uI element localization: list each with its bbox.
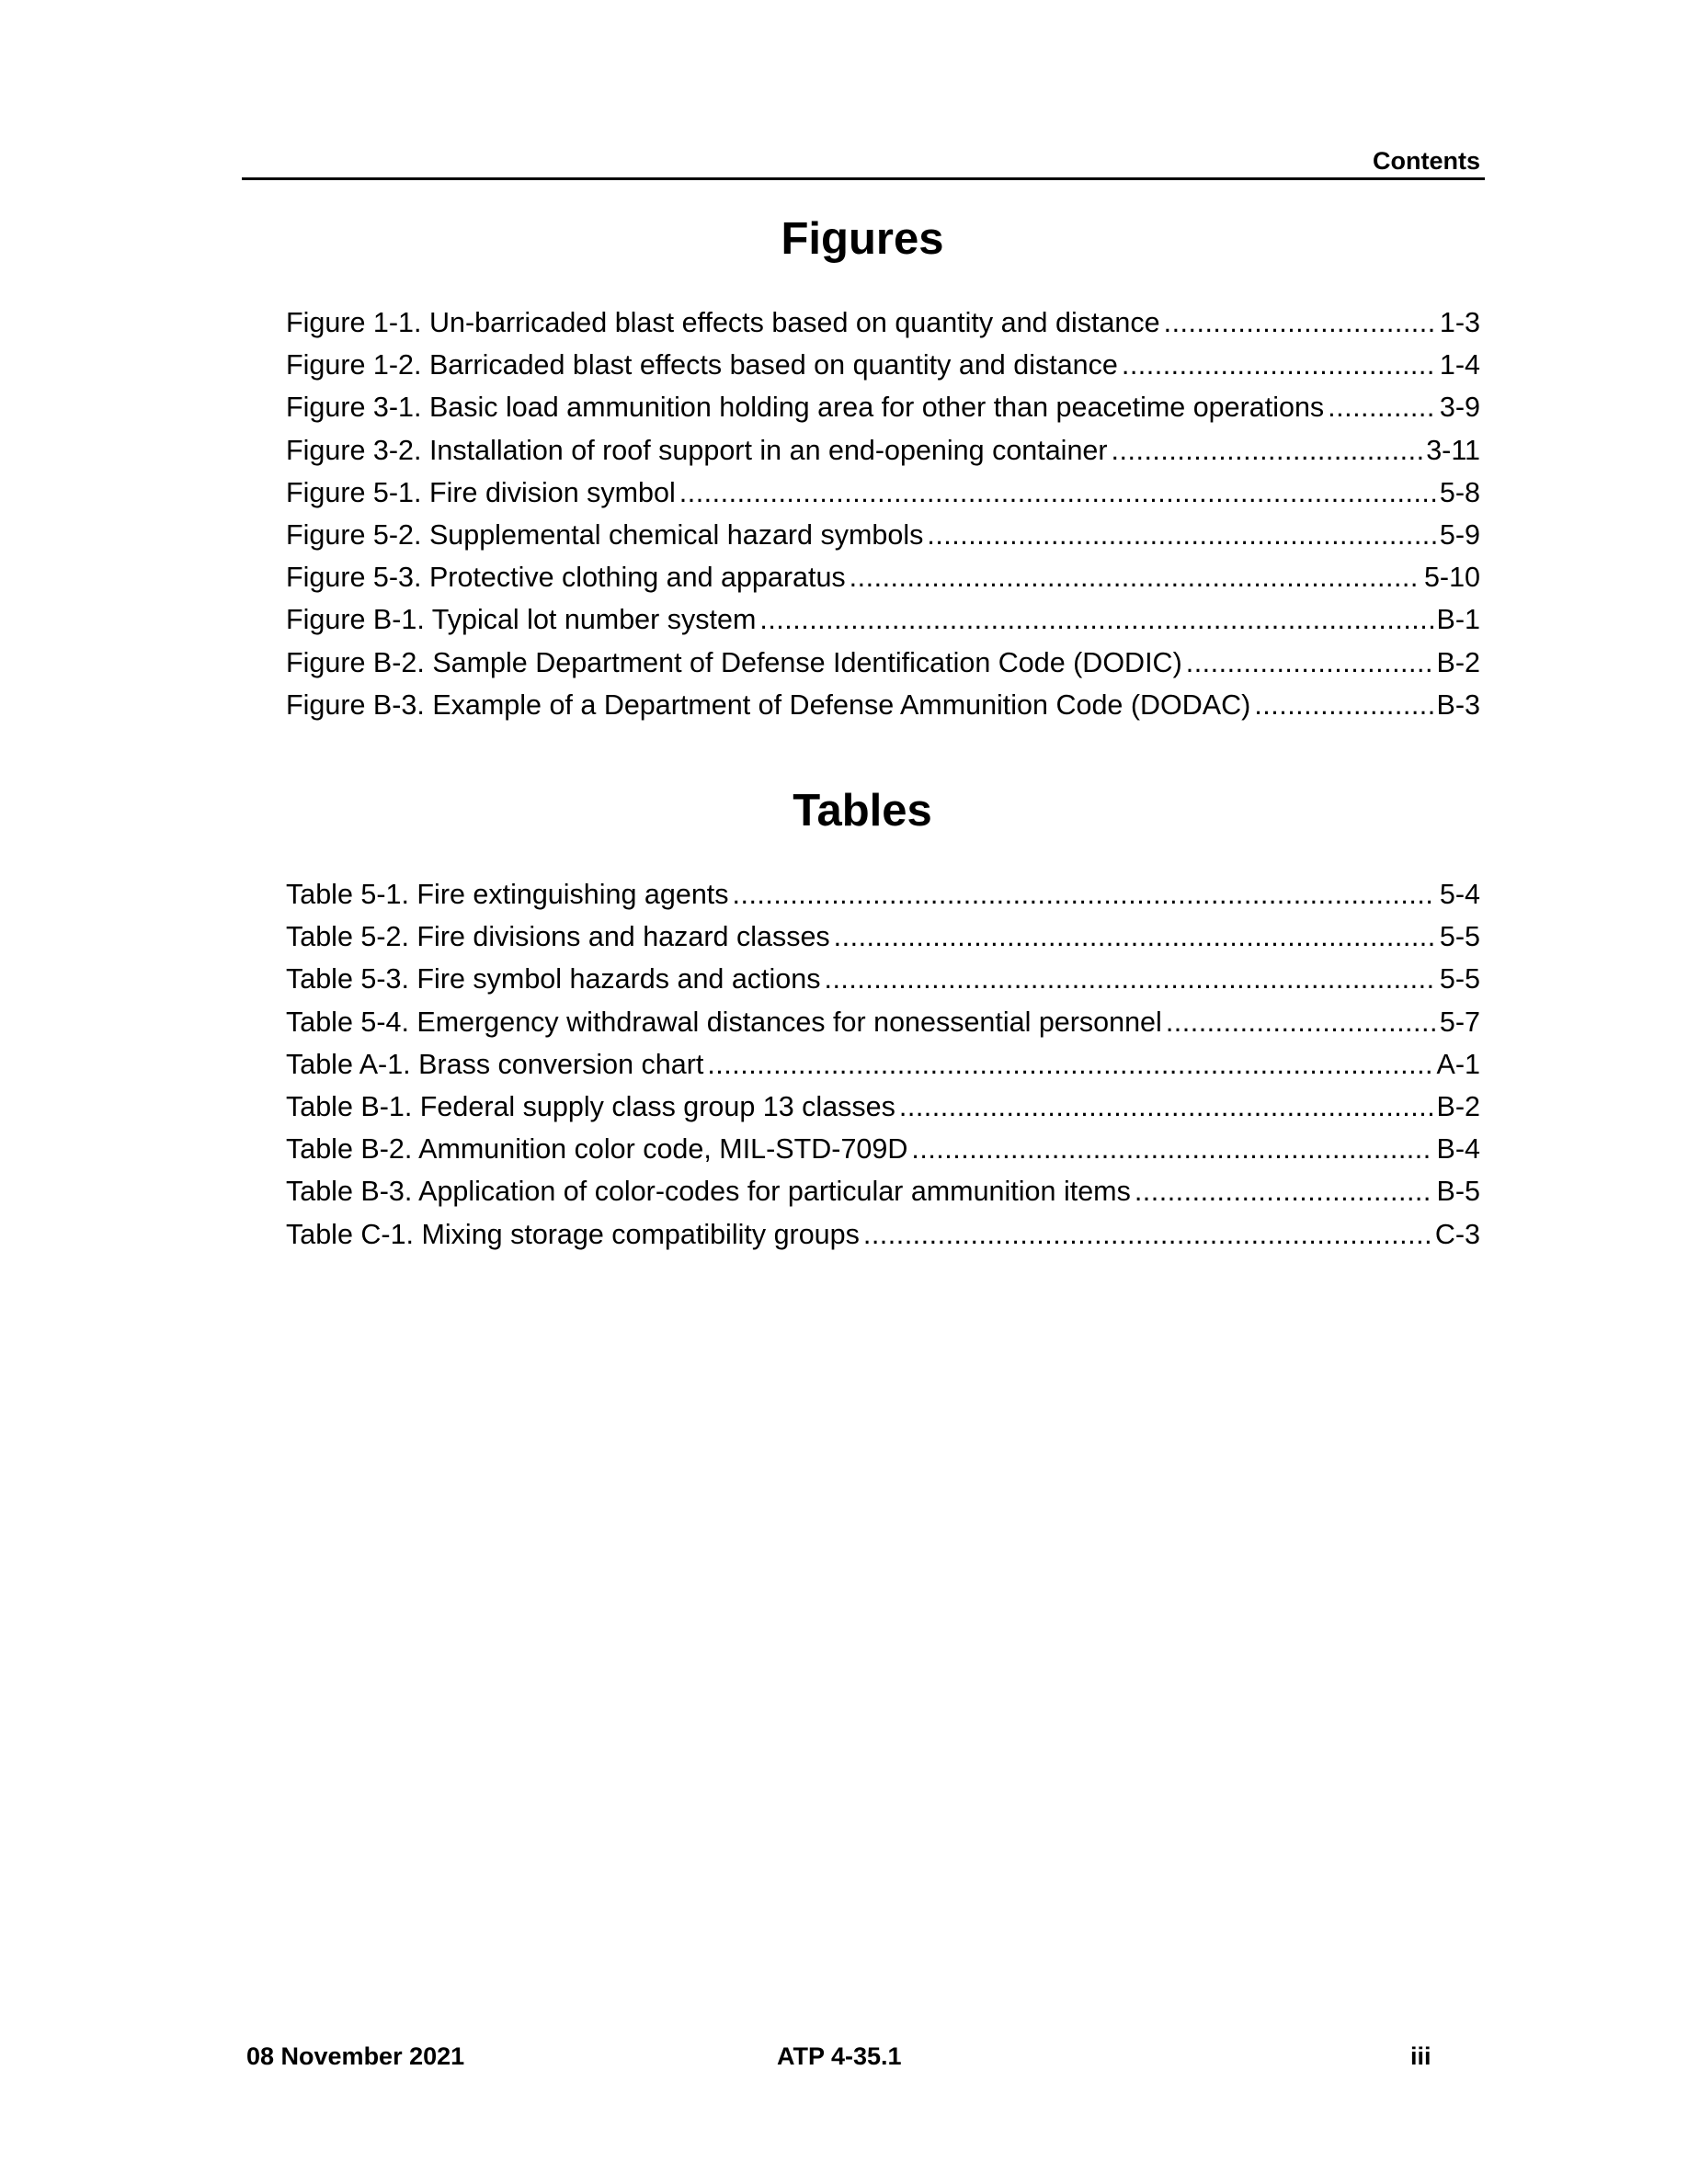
entry-page: B-5	[1436, 1176, 1480, 1208]
entry-page: 3-9	[1439, 392, 1480, 424]
entry-page: 1-4	[1439, 349, 1480, 381]
figure-entry[interactable]	[286, 562, 1480, 604]
entry-page: 5-4	[1439, 879, 1480, 910]
entry-page: 5-5	[1439, 921, 1480, 953]
table-entry[interactable]	[286, 1049, 1480, 1091]
table-entry[interactable]	[286, 1133, 1480, 1176]
footer-date: 08 November 2021	[246, 2042, 465, 2070]
table-entry[interactable]	[286, 879, 1480, 921]
table-entry[interactable]	[286, 1091, 1480, 1133]
entry-title: Figure B-2. Sample Department of Defense Identification Code (DODIC)	[286, 646, 1182, 678]
entry-title: Figure 1-1. Un-barricaded blast effects based on quantity and distance	[286, 307, 1160, 338]
dot-leader	[1135, 1176, 1433, 1208]
table-entry[interactable]	[286, 1176, 1480, 1218]
figure-entry[interactable]	[286, 307, 1480, 349]
tables-heading: Tables	[793, 786, 932, 836]
table-entry[interactable]	[286, 963, 1480, 1006]
entry-page: 3-11	[1426, 434, 1480, 466]
entry-page: B-1	[1436, 604, 1480, 636]
entry-page: B-2	[1436, 1090, 1480, 1122]
entry-title: Table C-1. Mixing storage compatibility groups	[286, 1218, 860, 1250]
entry-title: Table B-2. Ammunition color code, MIL-STD-709D	[286, 1133, 908, 1166]
entry-title: Table 5-3. Fire symbol hazards and actions	[286, 963, 821, 995]
entry-page: B-4	[1436, 1133, 1480, 1166]
entry-page: 5-7	[1439, 1006, 1480, 1038]
entry-title: Figure 1-2. Barricaded blast effects based on quantity and distance	[286, 349, 1118, 381]
dot-leader	[1112, 435, 1423, 467]
dot-leader	[1164, 307, 1436, 339]
entry-title: Figure 3-1. Basic load ammunition holding area for other than peacetime operations	[286, 392, 1325, 424]
entry-title: Table 5-4. Emergency withdrawal distances for nonessential personnel	[286, 1006, 1162, 1038]
footer-document-number: ATP 4-35.1	[777, 2042, 902, 2070]
entry-page: C-3	[1434, 1218, 1480, 1250]
figure-entry[interactable]	[286, 392, 1480, 434]
entry-title: Table 5-2. Fire divisions and hazard classes	[286, 921, 830, 953]
entry-title: Figure B-1. Typical lot number system	[286, 604, 757, 636]
entry-title: Figure 3-2. Installation of roof support in an end-opening container	[286, 434, 1108, 466]
dot-leader	[911, 1133, 1432, 1166]
entry-page: A-1	[1436, 1048, 1480, 1080]
figure-entry[interactable]	[286, 604, 1480, 646]
entry-title: Table 5-1. Fire extinguishing agents	[286, 879, 729, 910]
entry-page: B-2	[1436, 646, 1480, 678]
entry-title: Table B-1. Federal supply class group 13 classes	[286, 1090, 895, 1122]
dot-leader	[850, 562, 1420, 594]
figure-entry[interactable]	[286, 647, 1480, 689]
table-entry[interactable]	[286, 921, 1480, 963]
entry-page: 5-5	[1439, 963, 1480, 995]
dot-leader	[824, 963, 1435, 995]
entry-title: Table B-3. Application of color-codes for particular ammunition items	[286, 1176, 1131, 1208]
entry-page: 5-8	[1439, 476, 1480, 508]
dot-leader	[1254, 689, 1432, 722]
entry-title: Table A-1. Brass conversion chart	[286, 1048, 704, 1080]
dot-leader	[927, 519, 1436, 552]
dot-leader	[679, 477, 1436, 509]
figure-entry[interactable]	[286, 435, 1480, 477]
figures-heading: Figures	[781, 214, 944, 264]
dot-leader	[733, 879, 1436, 911]
dot-leader	[1122, 349, 1436, 381]
dot-leader	[863, 1219, 1431, 1251]
entry-title: Figure 5-3. Protective clothing and apparatus	[286, 562, 846, 594]
dot-leader	[1186, 647, 1433, 679]
footer-page-number: iii	[1410, 2042, 1431, 2070]
header-divider	[242, 177, 1485, 180]
dot-leader	[759, 604, 1432, 636]
dot-leader	[899, 1091, 1433, 1123]
entry-page: B-3	[1436, 688, 1480, 721]
figures-list	[286, 307, 1480, 732]
entry-title: Figure B-3. Example of a Department of Defense Ammunition Code (DODAC)	[286, 688, 1251, 721]
figure-entry[interactable]	[286, 477, 1480, 519]
dot-leader	[1166, 1007, 1436, 1039]
dot-leader	[834, 921, 1436, 953]
entry-title: Figure 5-2. Supplemental chemical hazard symbols	[286, 518, 924, 551]
entry-page: 5-9	[1439, 518, 1480, 551]
dot-leader	[1328, 392, 1436, 424]
running-header: Contents	[1373, 147, 1480, 175]
dot-leader	[707, 1049, 1432, 1081]
tables-list	[286, 879, 1480, 1261]
entry-page: 1-3	[1439, 307, 1480, 338]
table-entry[interactable]	[286, 1219, 1480, 1261]
figure-entry[interactable]	[286, 519, 1480, 562]
figure-entry[interactable]	[286, 349, 1480, 392]
entry-page: 5-10	[1423, 562, 1480, 594]
entry-title: Figure 5-1. Fire division symbol	[286, 476, 676, 508]
figure-entry[interactable]	[286, 689, 1480, 732]
table-entry[interactable]	[286, 1007, 1480, 1049]
